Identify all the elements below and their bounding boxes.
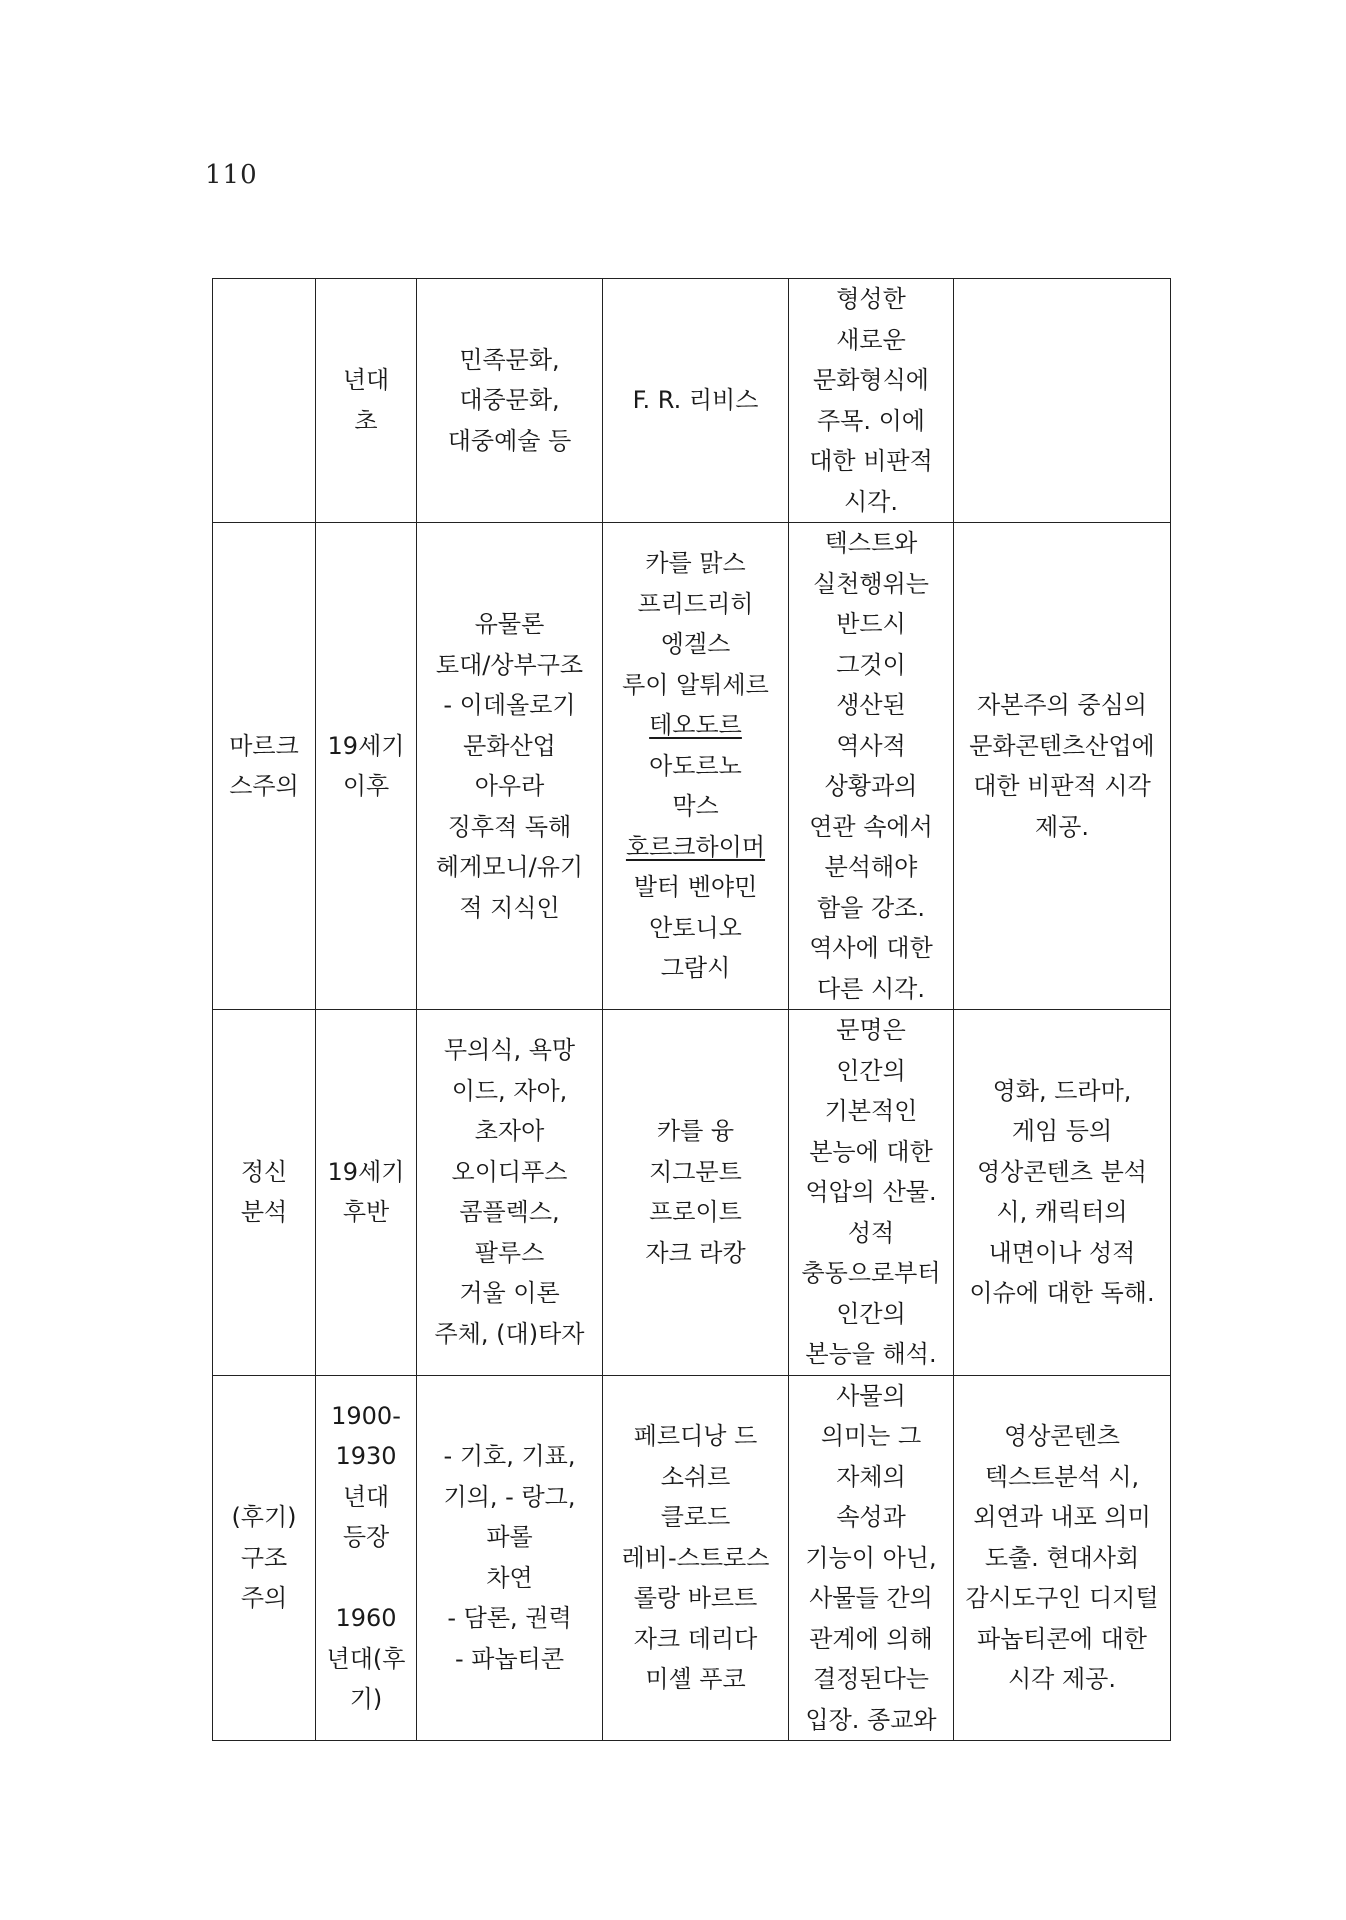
description-line: 관계에 의해 (809, 1624, 933, 1653)
concepts-line: 초자아 (474, 1117, 545, 1146)
description-line: 그것이 (836, 650, 906, 679)
figures-line: 미셸 푸코 (645, 1665, 746, 1693)
content-table (212, 278, 1171, 1741)
description-line: 시각. (844, 487, 898, 516)
figures-lines (609, 1111, 782, 1273)
description-line: 사물들 간의 (809, 1584, 933, 1612)
table-body (213, 279, 1171, 1741)
concepts-line: - 기호, 기표, (443, 1442, 576, 1471)
description-line: 대한 비판적 (809, 447, 933, 475)
period-line: 1930 (335, 1442, 397, 1471)
concepts-line: 팔루스 (474, 1238, 545, 1267)
description-line: 본능에 대한 (809, 1137, 933, 1166)
concepts-line: 콤플렉스, (459, 1198, 560, 1227)
figures-line: 카를 맑스 (645, 549, 746, 578)
cell-period (316, 279, 417, 523)
table-row (213, 1375, 1171, 1741)
description-line: 의미는 그 (820, 1422, 922, 1450)
theory-line: 구조 (240, 1543, 288, 1572)
application-line: 텍스트분석 시, (984, 1462, 1140, 1491)
theory-line: 분석 (240, 1198, 288, 1227)
description-line: 성적 (847, 1218, 895, 1247)
description-line: 연관 속에서 (809, 812, 933, 841)
application-lines (960, 685, 1164, 847)
concepts-line: 유물론 (474, 610, 545, 638)
application-line: 시, 캐릭터의 (996, 1198, 1128, 1227)
concepts-line: 토대/상부구조 (435, 650, 584, 679)
period-line: 초 (354, 406, 378, 435)
concepts-line: - 파놉티콘 (454, 1644, 565, 1673)
concepts-lines (423, 1030, 596, 1354)
concepts-line: 대중문화, (459, 386, 560, 415)
description-line: 인간의 (836, 1056, 906, 1085)
figures-lines (609, 1416, 782, 1700)
description-line: 사물의 (836, 1381, 906, 1410)
theory-line: 마르크 (229, 731, 299, 760)
description-line: 충동으로부터 (801, 1259, 941, 1287)
concepts-line: - 이데올로기 (443, 691, 576, 719)
period-lines (322, 1396, 410, 1720)
theory-line: 주의 (240, 1584, 288, 1612)
application-line: 시각 제공. (1008, 1665, 1116, 1693)
description-line: 반드시 (836, 610, 906, 638)
figures-line: 아도르노 (649, 751, 742, 780)
application-line: 파놉티콘에 대한 (977, 1624, 1147, 1653)
description-line: 분석해야 (824, 853, 918, 881)
application-line: 내면이나 성적 (988, 1238, 1136, 1267)
figures-line: F. R. 리비스 (632, 386, 759, 415)
application-line: 문화콘텐츠산업에 (969, 731, 1155, 760)
application-line: 도출. 현대사회 (984, 1543, 1140, 1572)
application-line: 제공. (1035, 812, 1089, 841)
cell-theory (213, 523, 316, 1010)
table-row (213, 279, 1171, 523)
cell-application (954, 1375, 1171, 1741)
cell-application (954, 279, 1171, 523)
concepts-line: 무의식, 욕망 (443, 1036, 576, 1065)
concepts-line: 주체, (대)타자 (434, 1319, 585, 1348)
cell-theory (213, 1375, 316, 1741)
period-lines (322, 726, 410, 807)
period-line: 년대 (342, 366, 390, 394)
period-line: 등장 (342, 1523, 390, 1552)
application-line: 이슈에 대한 독해. (969, 1279, 1155, 1308)
figures-line: 롤랑 바르트 (633, 1584, 758, 1612)
concepts-lines (423, 340, 596, 462)
cell-application (954, 1010, 1171, 1376)
cell-concepts (417, 1010, 603, 1376)
description-lines (795, 1376, 947, 1741)
figures-line: 자크 데리다 (633, 1624, 758, 1653)
application-line: 외연과 내포 의미 (973, 1503, 1151, 1531)
concepts-line: 차연 (486, 1563, 533, 1592)
period-line: 이후 (342, 772, 390, 800)
description-line: 형성한 (836, 285, 906, 313)
cell-figures (603, 1010, 789, 1376)
period-line: 19세기 (327, 731, 405, 760)
concepts-line: 파롤 (486, 1523, 533, 1552)
cell-concepts (417, 523, 603, 1010)
theory-lines (219, 1152, 309, 1233)
figures-line: 페르디낭 드 (633, 1422, 758, 1450)
cell-description (789, 279, 954, 523)
description-line: 입장. 종교와 (805, 1705, 937, 1734)
figures-line: 루이 알튀세르 (622, 670, 769, 699)
application-lines (960, 1071, 1164, 1314)
application-line: 영상콘텐츠 (1004, 1422, 1120, 1450)
theory-lines (219, 1497, 309, 1619)
figures-line: 레비-스트로스 (621, 1543, 770, 1572)
figures-line: 지그문트 (649, 1157, 742, 1186)
period-line: 년대 (342, 1482, 390, 1511)
figures-lines (609, 380, 782, 421)
application-lines (960, 1416, 1164, 1700)
figures-line: 프로이트 (649, 1198, 742, 1227)
figures-line: 안토니오 (649, 913, 742, 942)
table-row (213, 523, 1171, 1010)
description-line: 기능이 아닌, (805, 1543, 937, 1572)
application-line: 감시도구인 디지털 (965, 1584, 1159, 1612)
concepts-lines (423, 604, 596, 928)
description-line: 문명은 (836, 1016, 906, 1044)
theory-line: 스주의 (229, 772, 299, 800)
description-lines (795, 1010, 947, 1375)
concepts-line: 헤게모니/유기 (435, 853, 584, 881)
figures-line: 클로드 (660, 1503, 731, 1531)
cell-description (789, 1375, 954, 1741)
concepts-line: 대중예술 등 (447, 426, 572, 455)
application-line: 영상콘텐츠 분석 (977, 1157, 1147, 1186)
figures-line: 소쉬르 (660, 1462, 731, 1491)
application-line: 자본주의 중심의 (977, 691, 1147, 719)
figures-line: 그람시 (660, 954, 731, 983)
description-line: 억압의 산물. (805, 1178, 937, 1206)
description-line: 다른 시각. (817, 974, 925, 1003)
application-line: 게임 등의 (1011, 1117, 1113, 1146)
concepts-line: 아우라 (474, 772, 545, 800)
cell-figures (603, 523, 789, 1010)
description-line: 새로운 (836, 325, 906, 354)
description-line: 속성과 (836, 1503, 906, 1531)
figures-lines (609, 543, 782, 989)
concepts-line: 이드, 자아, (451, 1076, 568, 1105)
cell-description (789, 1010, 954, 1376)
description-line: 상황과의 (824, 772, 918, 800)
period-line: 년대(후 (326, 1644, 406, 1673)
cell-theory (213, 279, 316, 523)
cell-concepts (417, 1375, 603, 1741)
concepts-line: 민족문화, (459, 345, 560, 374)
figures-line: 카를 융 (656, 1117, 735, 1146)
period-line: 19세기 (327, 1157, 405, 1186)
theory-lines (219, 726, 309, 807)
cell-description (789, 523, 954, 1010)
description-line: 실천행위는 (813, 569, 929, 598)
concepts-lines (423, 1436, 596, 1679)
figures-line: 테오도르 (649, 711, 742, 740)
period-line: 후반 (342, 1198, 390, 1227)
concepts-line: 거울 이론 (459, 1279, 560, 1308)
period-line: 기) (349, 1685, 383, 1714)
description-line: 자체의 (836, 1462, 906, 1491)
figures-line: 자크 라캉 (645, 1238, 746, 1267)
period-line: 1960 (335, 1604, 397, 1633)
period-lines (322, 360, 410, 441)
concepts-line: 오이디푸스 (451, 1157, 568, 1186)
cell-concepts (417, 279, 603, 523)
application-line: 대한 비판적 시각 (973, 772, 1151, 800)
concepts-line: 문화산업 (463, 731, 556, 760)
description-line: 인간의 (836, 1299, 906, 1328)
concepts-line: - 담론, 권력 (447, 1604, 572, 1633)
page-number: 110 (205, 160, 258, 190)
cell-application (954, 523, 1171, 1010)
concepts-line: 징후적 독해 (447, 812, 572, 841)
description-line: 기본적인 (824, 1097, 918, 1125)
description-lines (795, 523, 947, 1009)
cell-theory (213, 1010, 316, 1376)
description-line: 주목. 이에 (817, 406, 925, 435)
cell-period (316, 523, 417, 1010)
figures-line: 엥겔스 (660, 630, 731, 659)
theory-line: (후기) (231, 1503, 297, 1531)
cell-period (316, 1010, 417, 1376)
description-line: 문화형식에 (813, 366, 929, 394)
figures-line: 발터 벤야민 (633, 873, 758, 902)
theory-line: 정신 (240, 1157, 288, 1186)
period-lines (322, 1152, 410, 1233)
description-line: 함을 강조. (817, 893, 925, 922)
concepts-line: 기의, - 랑그, (443, 1482, 576, 1511)
period-line (322, 1558, 410, 1599)
figures-line: 호르크하이머 (625, 832, 766, 861)
cell-figures (603, 279, 789, 523)
description-line: 생산된 (836, 691, 906, 719)
figures-line: 막스 (672, 792, 719, 821)
description-line: 텍스트와 (824, 529, 918, 557)
concepts-line: 적 지식인 (459, 893, 560, 922)
period-line: 1900- (331, 1401, 401, 1430)
description-line: 역사적 (836, 731, 906, 760)
cell-period (316, 1375, 417, 1741)
cell-figures (603, 1375, 789, 1741)
description-line: 결정된다는 (813, 1665, 929, 1693)
description-lines (795, 279, 947, 522)
table-row (213, 1010, 1171, 1376)
description-line: 역사에 대한 (809, 934, 933, 962)
figures-line: 프리드리히 (637, 589, 754, 618)
description-line: 본능을 해석. (805, 1340, 937, 1368)
application-line: 영화, 드라마, (992, 1076, 1132, 1105)
